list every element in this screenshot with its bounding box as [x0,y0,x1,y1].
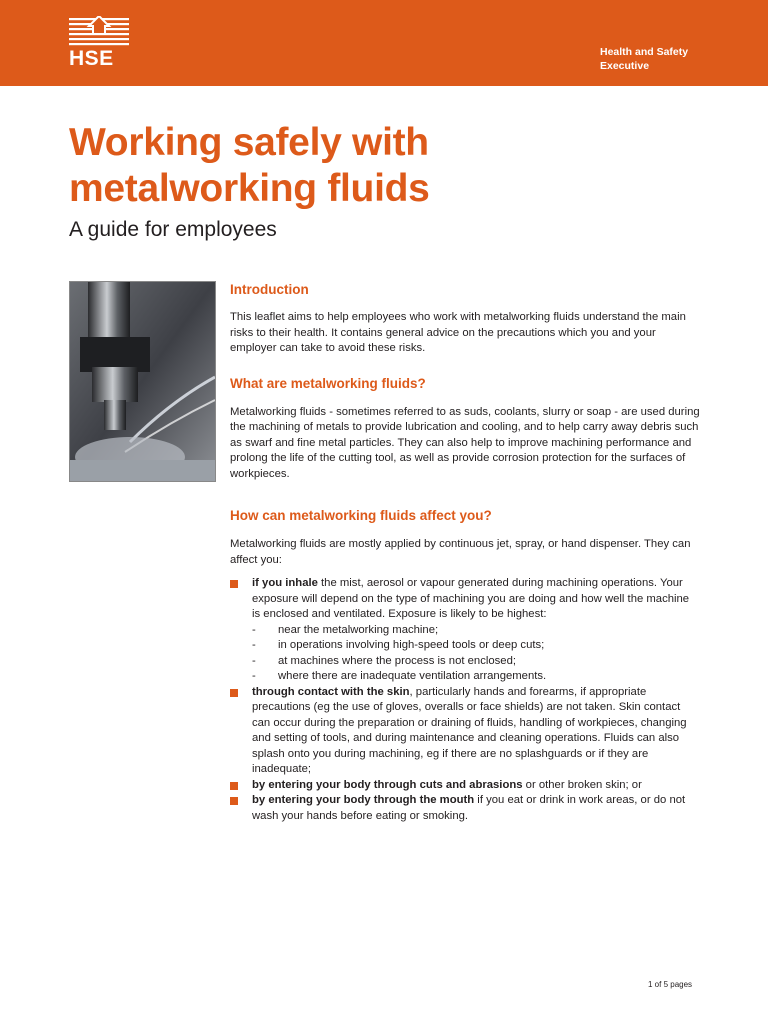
sub-list-item: - where there are inadequate ventilation arrangements. [252,670,547,682]
exposure-sublist [252,623,700,685]
sub-item-text: near the metalworking machine; [278,623,439,636]
list-item [230,685,700,778]
page-subtitle: A guide for employees [69,218,277,241]
bullet-3-bold: by entering your body through cuts and abrasions [252,778,523,791]
sub-item-text: at machines where the process is not enclosed; [278,654,516,667]
agency-line-1: Health and Safety [600,46,689,58]
agency-name [600,45,688,73]
bullet-square-icon [230,689,238,697]
list-item [230,778,700,794]
bullet-square-icon [230,782,238,790]
bullet-3-text: or other broken skin; or [522,778,642,791]
introduction-text: This leaflet aims to help employees who work with metalworking fluids understand the main risks to their health. It contains general advice on the precautions which you and your employer can take to avoid these risks. [230,311,686,354]
bullet-1-bold: if you inhale [252,577,318,589]
effects-list [230,576,700,824]
logo-text: HSE [69,47,114,70]
section-heading-how: How can metalworking fluids affect you? [230,508,492,523]
sub-list-item: - in operations involving high-speed tools or deep cuts; [252,639,545,651]
sub-list-item: - near the metalworking machine; [252,623,439,636]
page-title [69,120,430,212]
title-line-1: Working safely with [69,121,429,164]
machining-photo [69,281,216,482]
how-text: Metalworking fluids are mostly applied by continuous jet, spray, or hand dispenser. They can affect you: [230,538,691,566]
what-text: Metalworking fluids - sometimes referred to as suds, coolants, slurry or soap - are used during the machining of metals to provide lubrication and cooling, and to help carry away debris such as swarf and fine metal particles. They can also help to improve machining performance and prolong the life of the cutting tool, as well as provide corrosion protection for the surfaces of workpieces. [230,405,700,480]
title-line-2: metalworking fluids [69,167,430,210]
sub-item-text: where there are inadequate ventilation arrangements. [278,670,547,682]
agency-line-2: Executive [600,60,650,72]
page-count: 1 of 5 pages [648,980,693,989]
sub-item-text: in operations involving high-speed tools or deep cuts; [278,639,545,651]
bullet-2-text: , particularly hands and forearms, if appropriate precautions (eg the use of gloves, overalls or face shields) are not taken. Skin contact can occur during the preparation or draining of fluids, handling of workpieces, changing and setting of tools, and during maintenance and cleaning operations. Fluids can also splash onto you during machining, eg if there are no splashguards or if they are inadequate; [252,685,687,775]
bullet-square-icon [230,580,238,588]
list-item [230,576,700,685]
bullet-square-icon [230,797,238,805]
list-item [230,793,700,824]
sub-list-item: - at machines where the process is not enclosed; [252,654,516,667]
bullet-4-bold: by entering your body through the mouth [252,794,475,806]
section-heading-what: What are metalworking fluids? [230,375,426,391]
bullet-1-text: the mist, aerosol or vapour generated during machining operations. Your exposure will depend on the type of machining you are doing and how well the machine is enclosed and ventilated. Exposure is likely to be highest: [252,577,690,620]
bullet-2-bold: through contact with the skin [252,685,410,698]
bullet-4-text: if you eat or drink in work areas, or do not wash your hands before eating or smoking. [252,794,686,822]
header-banner [0,0,768,86]
main-content [230,281,700,824]
section-heading-introduction: Introduction [230,282,309,297]
